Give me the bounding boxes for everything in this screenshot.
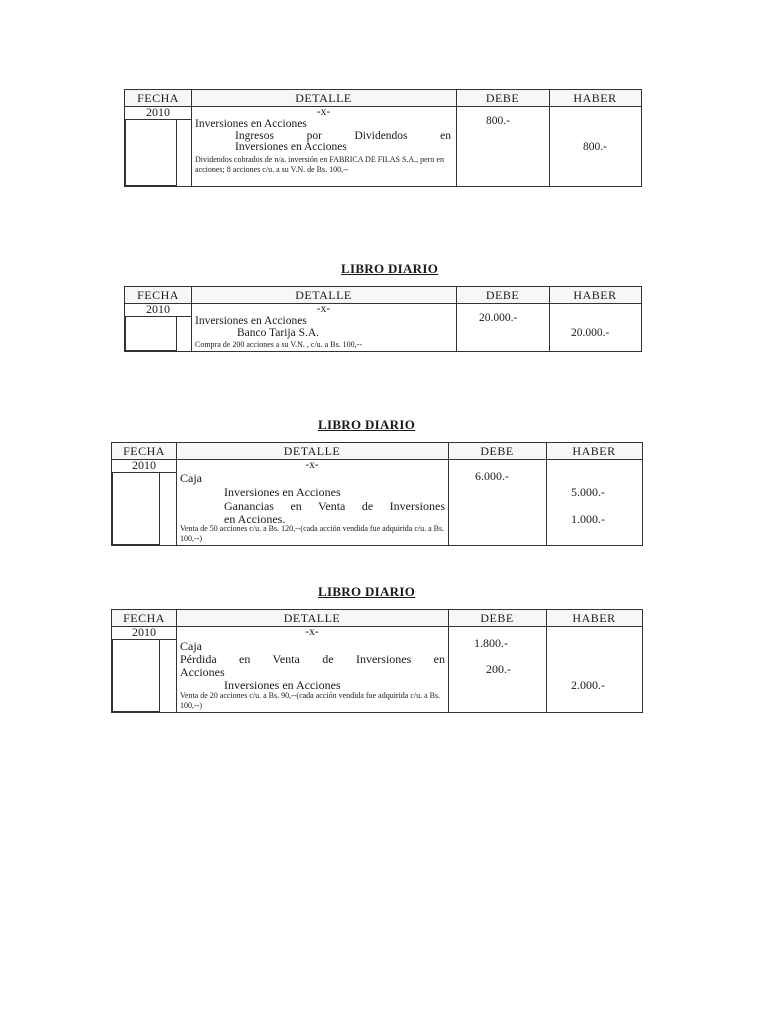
credit-amount: 20.000.- (571, 327, 610, 339)
journal-entry-2 (124, 286, 642, 352)
entry-year: 2010 (112, 459, 176, 473)
debit-amount-2: 200.- (486, 662, 511, 676)
table-header (112, 443, 642, 460)
header-detalle: DETALLE (295, 287, 352, 302)
entry-note: Dividendos cobrados de n/a. inversión en FABRICA DE FILAS S.A., pero en acciones; 8 acciones c/u. a su V.N. de Bs. 100,-- (195, 155, 444, 174)
column-divider (546, 610, 547, 712)
entry-note: Venta de 20 acciones c/u. a Bs. 90,--(cada acción vendida fue adquirida c/u. a Bs. 100,--) (180, 691, 441, 710)
header-fecha: FECHA (123, 443, 165, 458)
debit-amount: 20.000.- (479, 312, 518, 324)
debit-account-2: Pérdida en Venta de Inversiones en (180, 652, 445, 666)
journal-entry-3 (111, 442, 643, 546)
table-header (112, 610, 642, 627)
header-debe: DEBE (480, 610, 514, 625)
column-divider (456, 90, 457, 186)
date-box (125, 316, 177, 351)
header-detalle: DETALLE (295, 90, 352, 105)
column-divider (549, 287, 550, 351)
entry-separator: -x- (316, 303, 331, 315)
entry-separator: -x- (316, 106, 331, 118)
column-divider (549, 90, 550, 186)
debit-account: Caja (180, 639, 202, 653)
header-debe: DEBE (485, 90, 520, 105)
header-fecha: FECHA (137, 90, 179, 105)
entry-year: 2010 (112, 626, 176, 640)
credit-account-2-continued: en Acciones. (224, 512, 286, 526)
debit-amount: 1.800.- (474, 636, 508, 650)
section-title: LIBRO DIARIO (341, 261, 439, 276)
entry-year: 2010 (125, 303, 191, 317)
journal-entry-4 (111, 609, 643, 713)
debit-account-2-continued: Acciones (180, 665, 225, 679)
header-haber: HABER (572, 443, 616, 458)
entry-note: Venta de 50 acciones c/u. a Bs. 120,--(cada acción vendida fue adquirida c/u. a Bs. 100,--) (180, 524, 445, 543)
credit-amount: 800.- (583, 141, 607, 153)
column-divider (191, 287, 192, 351)
debit-account: Inversiones en Acciones (195, 118, 307, 130)
header-debe: DEBE (485, 287, 520, 302)
column-divider (448, 443, 449, 545)
entry-separator: -x- (305, 459, 319, 471)
credit-account-continued: Inversiones en Acciones (235, 141, 347, 153)
credit-amount-2: 1.000.- (571, 512, 605, 526)
header-detalle: DETALLE (283, 443, 341, 458)
credit-account: Inversiones en Acciones (224, 678, 341, 692)
header-fecha: FECHA (123, 610, 165, 625)
debit-amount: 800.- (486, 115, 510, 127)
entry-note: Compra de 200 acciones a su V.N. , c/u. a Bs. 100,-- (195, 340, 363, 349)
column-divider (456, 287, 457, 351)
journal-entry-1 (124, 89, 642, 187)
credit-account: Inversiones en Acciones (224, 485, 341, 499)
table-header (125, 287, 641, 304)
date-box (112, 472, 160, 545)
credit-amount: 5.000.- (571, 485, 605, 499)
column-divider (448, 610, 449, 712)
entry-year: 2010 (125, 106, 191, 120)
section-title: LIBRO DIARIO (318, 584, 416, 599)
debit-amount: 6.000.- (475, 469, 509, 483)
entry-separator: -x- (305, 626, 319, 638)
column-divider (546, 443, 547, 545)
header-haber: HABER (573, 90, 617, 105)
debit-account: Caja (180, 471, 202, 485)
credit-account: Banco Tarija S.A. (237, 327, 320, 339)
column-divider (191, 90, 192, 186)
credit-account: Ingresos por Dividendos en (235, 130, 451, 142)
table-header (125, 90, 641, 107)
credit-amount: 2.000.- (571, 678, 605, 692)
credit-account-2: Ganancias en Venta de Inversiones (224, 499, 445, 513)
header-haber: HABER (572, 610, 616, 625)
debit-account: Inversiones en Acciones (195, 315, 307, 327)
header-fecha: FECHA (137, 287, 179, 302)
date-box (112, 639, 160, 712)
header-debe: DEBE (480, 443, 514, 458)
header-haber: HABER (573, 287, 617, 302)
header-detalle: DETALLE (283, 610, 341, 625)
section-title: LIBRO DIARIO (318, 417, 416, 432)
date-box (125, 119, 177, 186)
